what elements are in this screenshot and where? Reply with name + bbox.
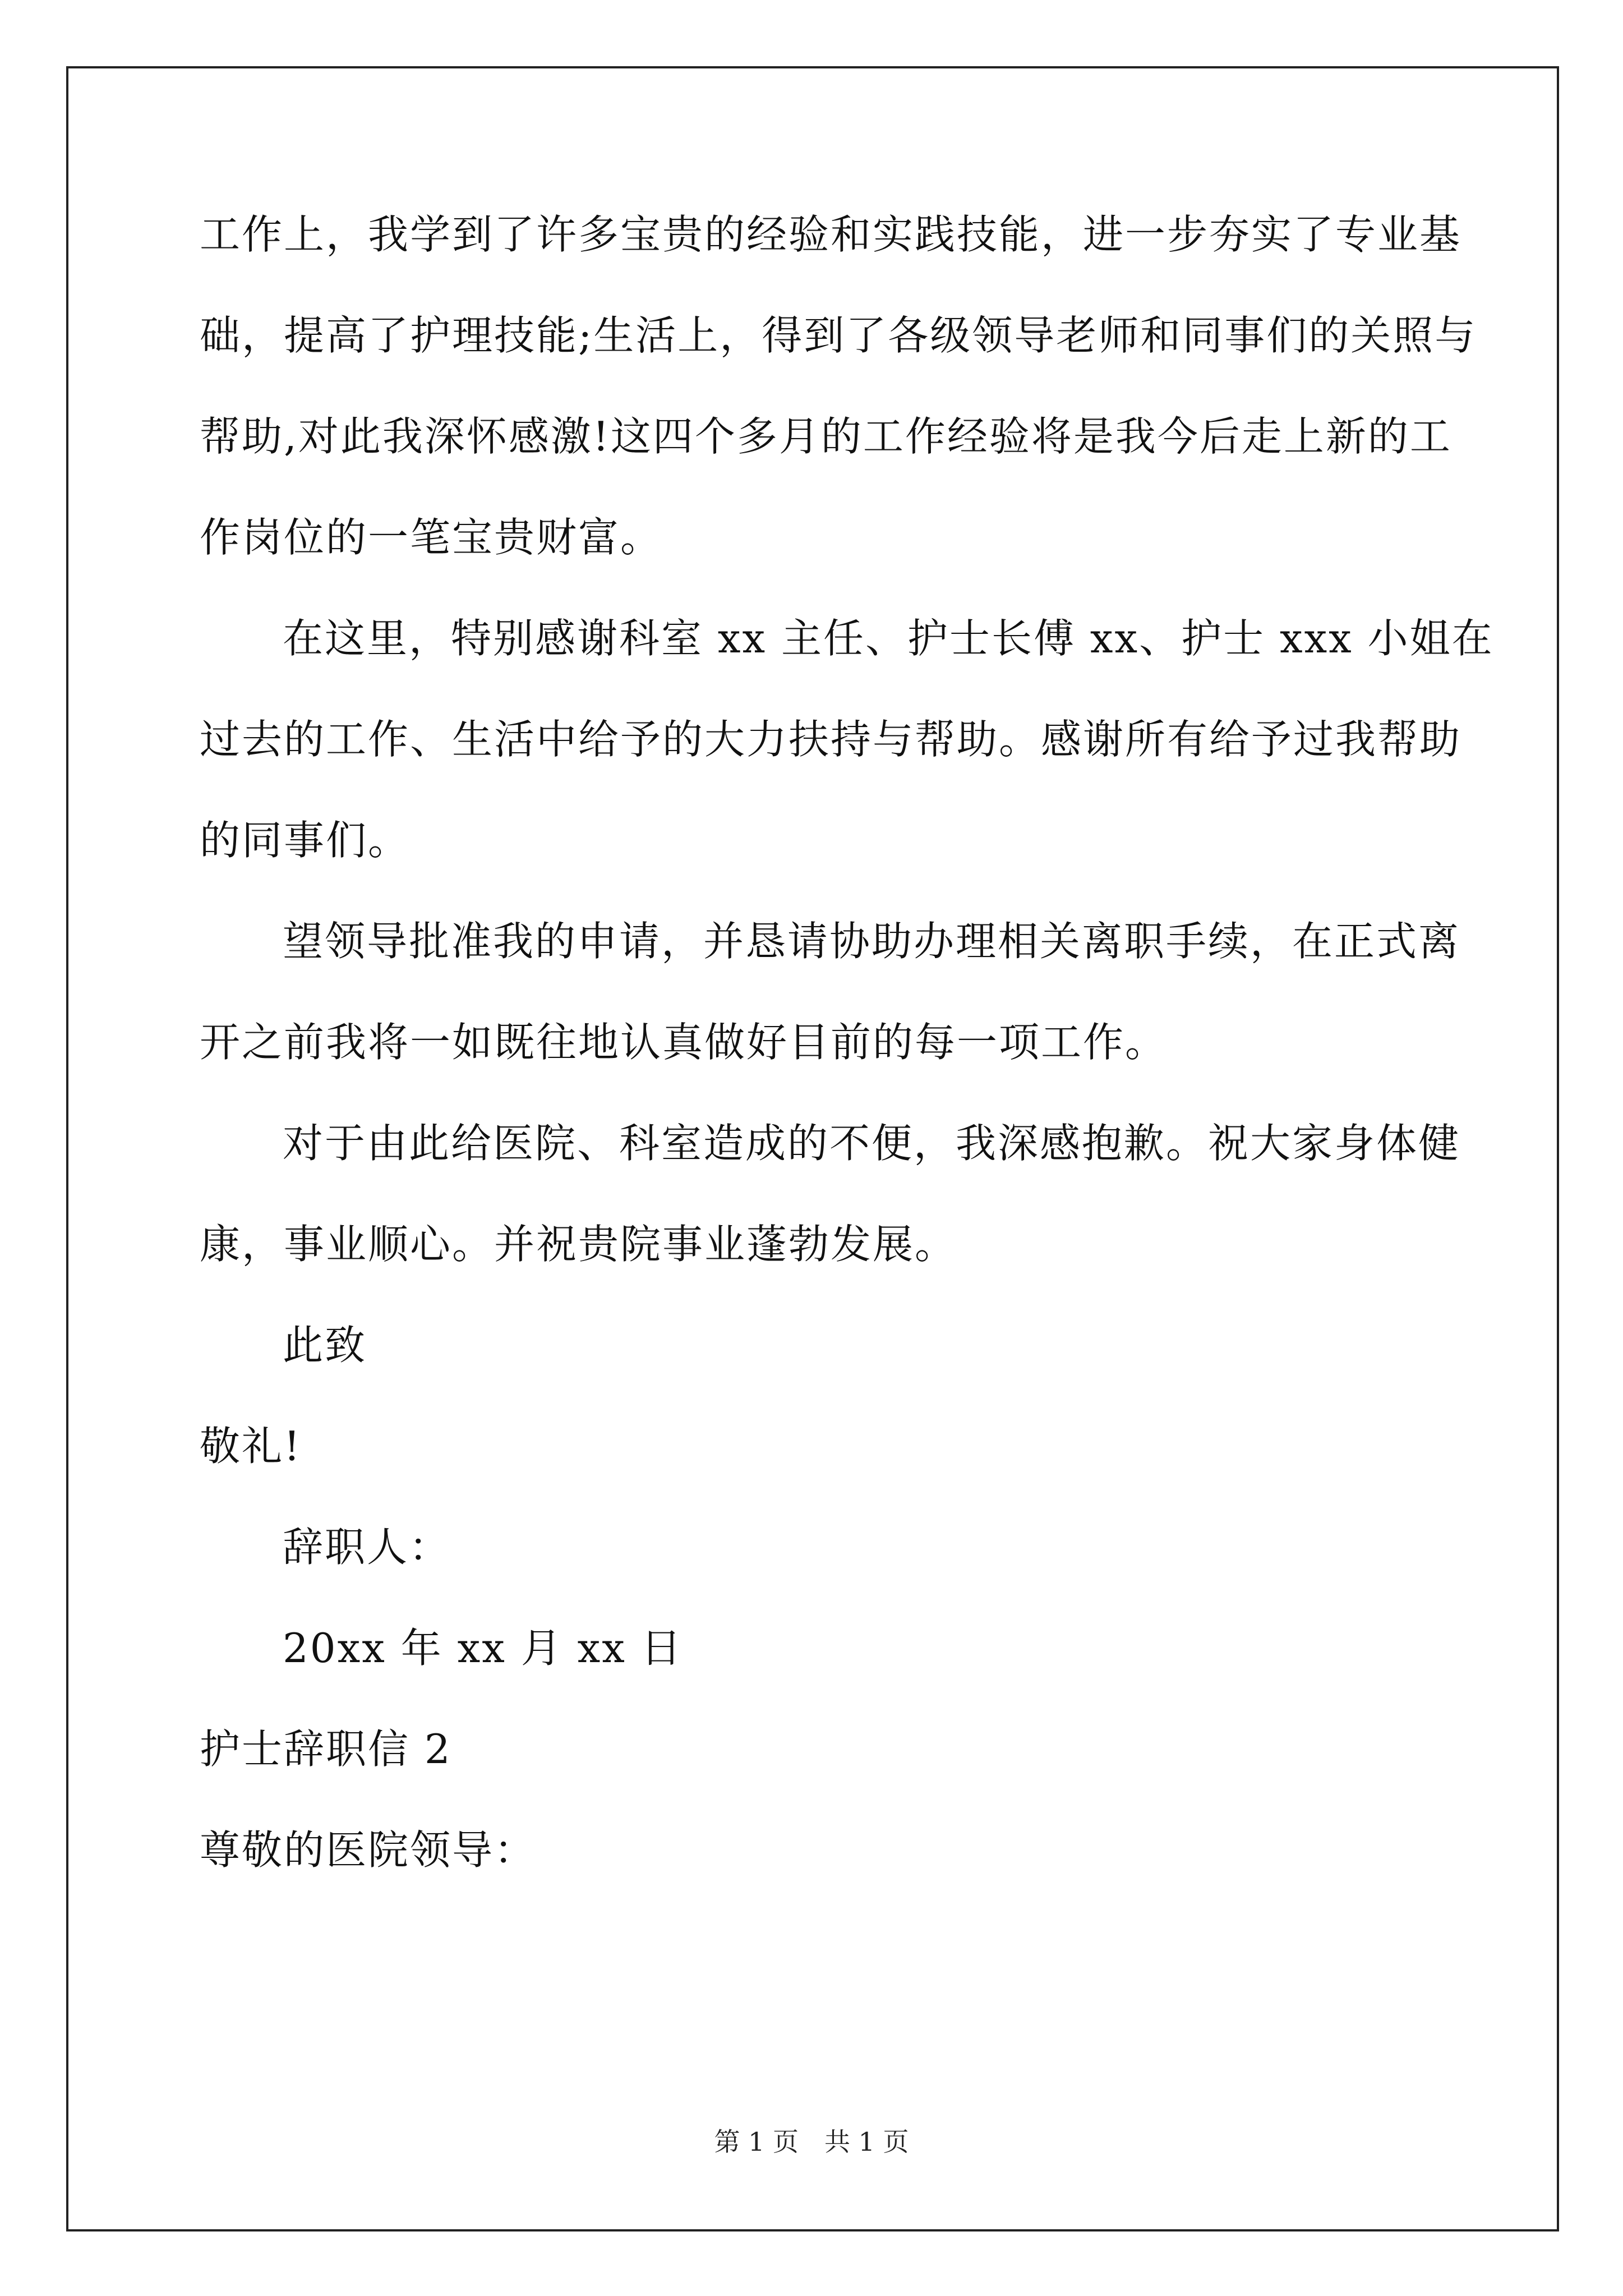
paragraph-request-line-2: 开之前我将一如既往地认真做好目前的每一项工作。 [200,1019,1168,1066]
greeting-line: 尊敬的医院领导： [200,1826,537,1874]
paragraph-thanks-line-3: 的同事们。 [200,817,411,864]
body-line-3: 帮助,对此我深怀感激!这四个多月的工作经验将是我今后走上新的工 [200,413,1452,460]
signature-label: 辞职人： [283,1524,451,1571]
body-line-1: 工作上，我学到了许多宝贵的经验和实践技能，进一步夯实了专业基 [200,211,1462,258]
closing-respect: 敬礼! [200,1423,302,1470]
paragraph-apology-line-1: 对于由此给医院、科室造成的不便，我深感抱歉。祝大家身体健 [283,1120,1461,1167]
section-heading: 护士辞职信 2 [200,1726,452,1773]
paragraph-thanks-line-1: 在这里，特别感谢科室 xx 主任、护士长傅 xx、护士 xxx 小姐在 [283,615,1494,662]
page-footer: 第 1 页 共 1 页 [714,2127,909,2157]
body-line-2: 础，提高了护理技能;生活上，得到了各级领导老师和同事们的关照与 [200,312,1477,359]
paragraph-request-line-1: 望领导批准我的申请，并恳请协助办理相关离职手续，在正式离 [283,918,1461,965]
paragraph-thanks-line-2: 过去的工作、生活中给予的大力扶持与帮助。感谢所有给予过我帮助 [200,716,1462,763]
paragraph-apology-line-2: 康，事业顺心。并祝贵院事业蓬勃发展。 [200,1221,957,1268]
closing-salutation: 此致 [283,1322,367,1369]
signature-date: 20xx 年 xx 月 xx 日 [283,1625,683,1672]
body-line-4: 作岗位的一笔宝贵财富。 [200,514,663,561]
